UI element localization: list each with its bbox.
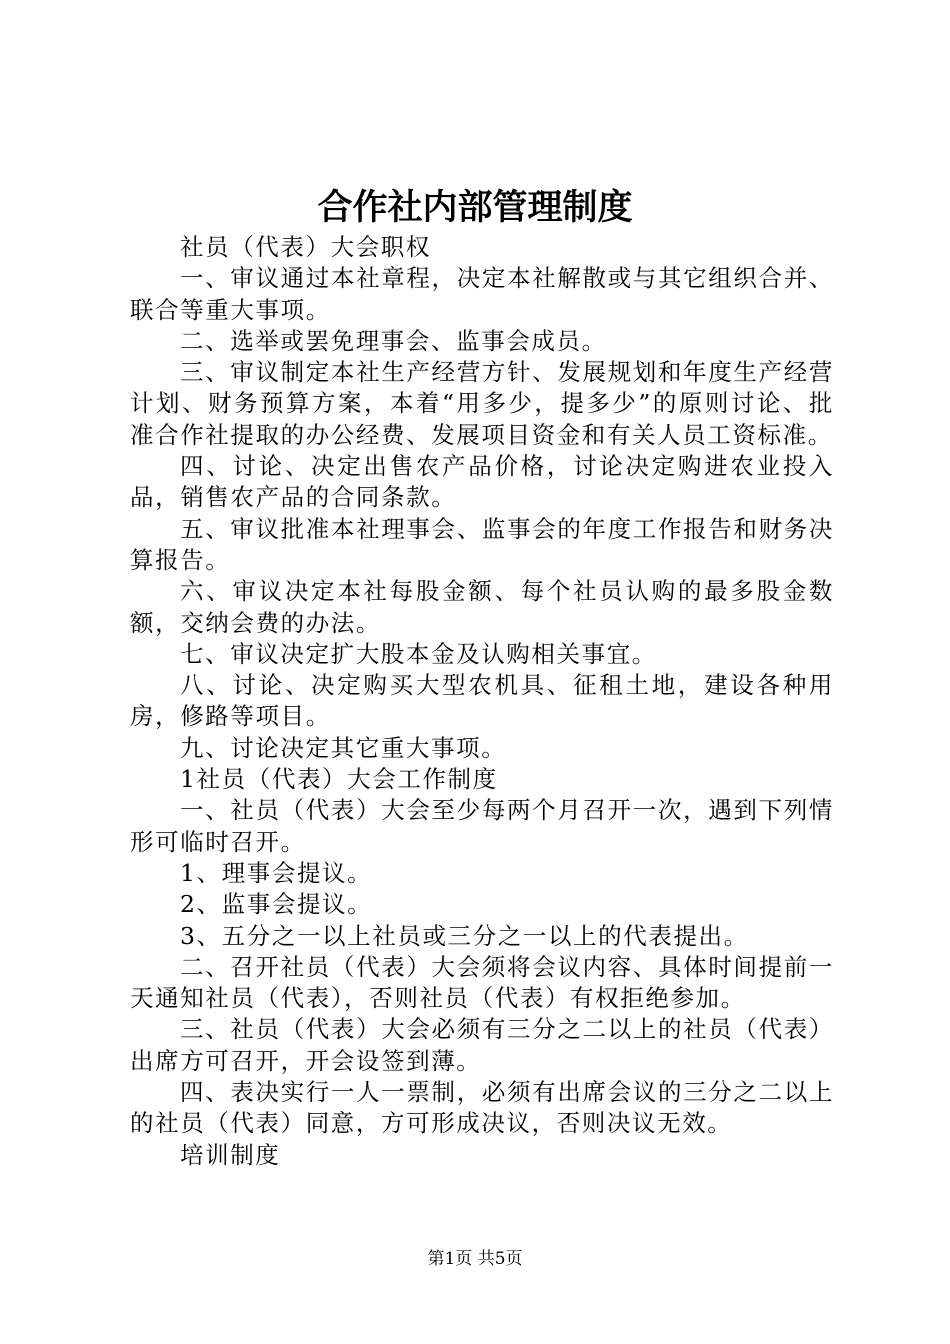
section-heading: 1社员（代表）大会工作制度 [180,765,498,794]
paragraph: 3、五分之一以上社员或三分之一以上的代表提出。 [180,921,749,950]
paragraph: 1、理事会提议。 [180,858,373,887]
paragraph: 三、社员（代表）大会必须有三分之二以上的社员（代表）出席方可召开，开会设签到薄。 [130,1015,834,1075]
paragraph: 八、讨论、决定购买大型农机具、征租土地，建设各种用房，修路等项目。 [130,671,834,731]
paragraph: 三、审议制定本社生产经营方针、发展规划和年度生产经营计划、财务预算方案，本着“用多少，提多少”的原则讨论、批准合作社提取的办公经费、发展项目资金和有关人员工资标准。 [130,358,834,449]
paragraph: 七、审议决定扩大股本金及认购相关事宜。 [180,639,657,668]
paragraph: 六、审议决定本社每股金额、每个社员认购的最多股金数额，交纳会费的办法。 [130,577,834,637]
paragraph: 社员（代表）大会职权 [180,233,431,261]
page-footer: 第1页 共5页 [427,1249,523,1269]
document-body [130,232,834,1171]
paragraph: 四、表决实行一人一票制，必须有出席会议的三分之二以上的社员（代表）同意，方可形成决议，否则决议无效。 [130,1078,834,1138]
paragraph: 九、讨论决定其它重大事项。 [180,733,507,762]
section-heading: 培训制度 [180,1140,281,1169]
paragraph: 一、审议通过本社章程，决定本社解散或与其它组织合并、联合等重大事项。 [130,264,834,324]
document-title: 合作社内部管理制度 [317,187,633,228]
paragraph: 一、社员（代表）大会至少每两个月召开一次，遇到下列情形可临时召开。 [130,796,834,856]
paragraph: 四、讨论、决定出售农产品价格，讨论决定购进农业投入品，销售农产品的合同条款。 [130,452,834,512]
paragraph: 2、监事会提议。 [180,890,373,919]
paragraph: 二、选举或罢免理事会、监事会成员。 [180,326,607,355]
paragraph: 五、审议批准本社理事会、监事会的年度工作报告和财务决算报告。 [130,514,834,574]
paragraph: 二、召开社员（代表）大会须将会议内容、具体时间提前一天通知社员（代表），否则社员（代表）有权拒绝参加。 [130,952,834,1013]
